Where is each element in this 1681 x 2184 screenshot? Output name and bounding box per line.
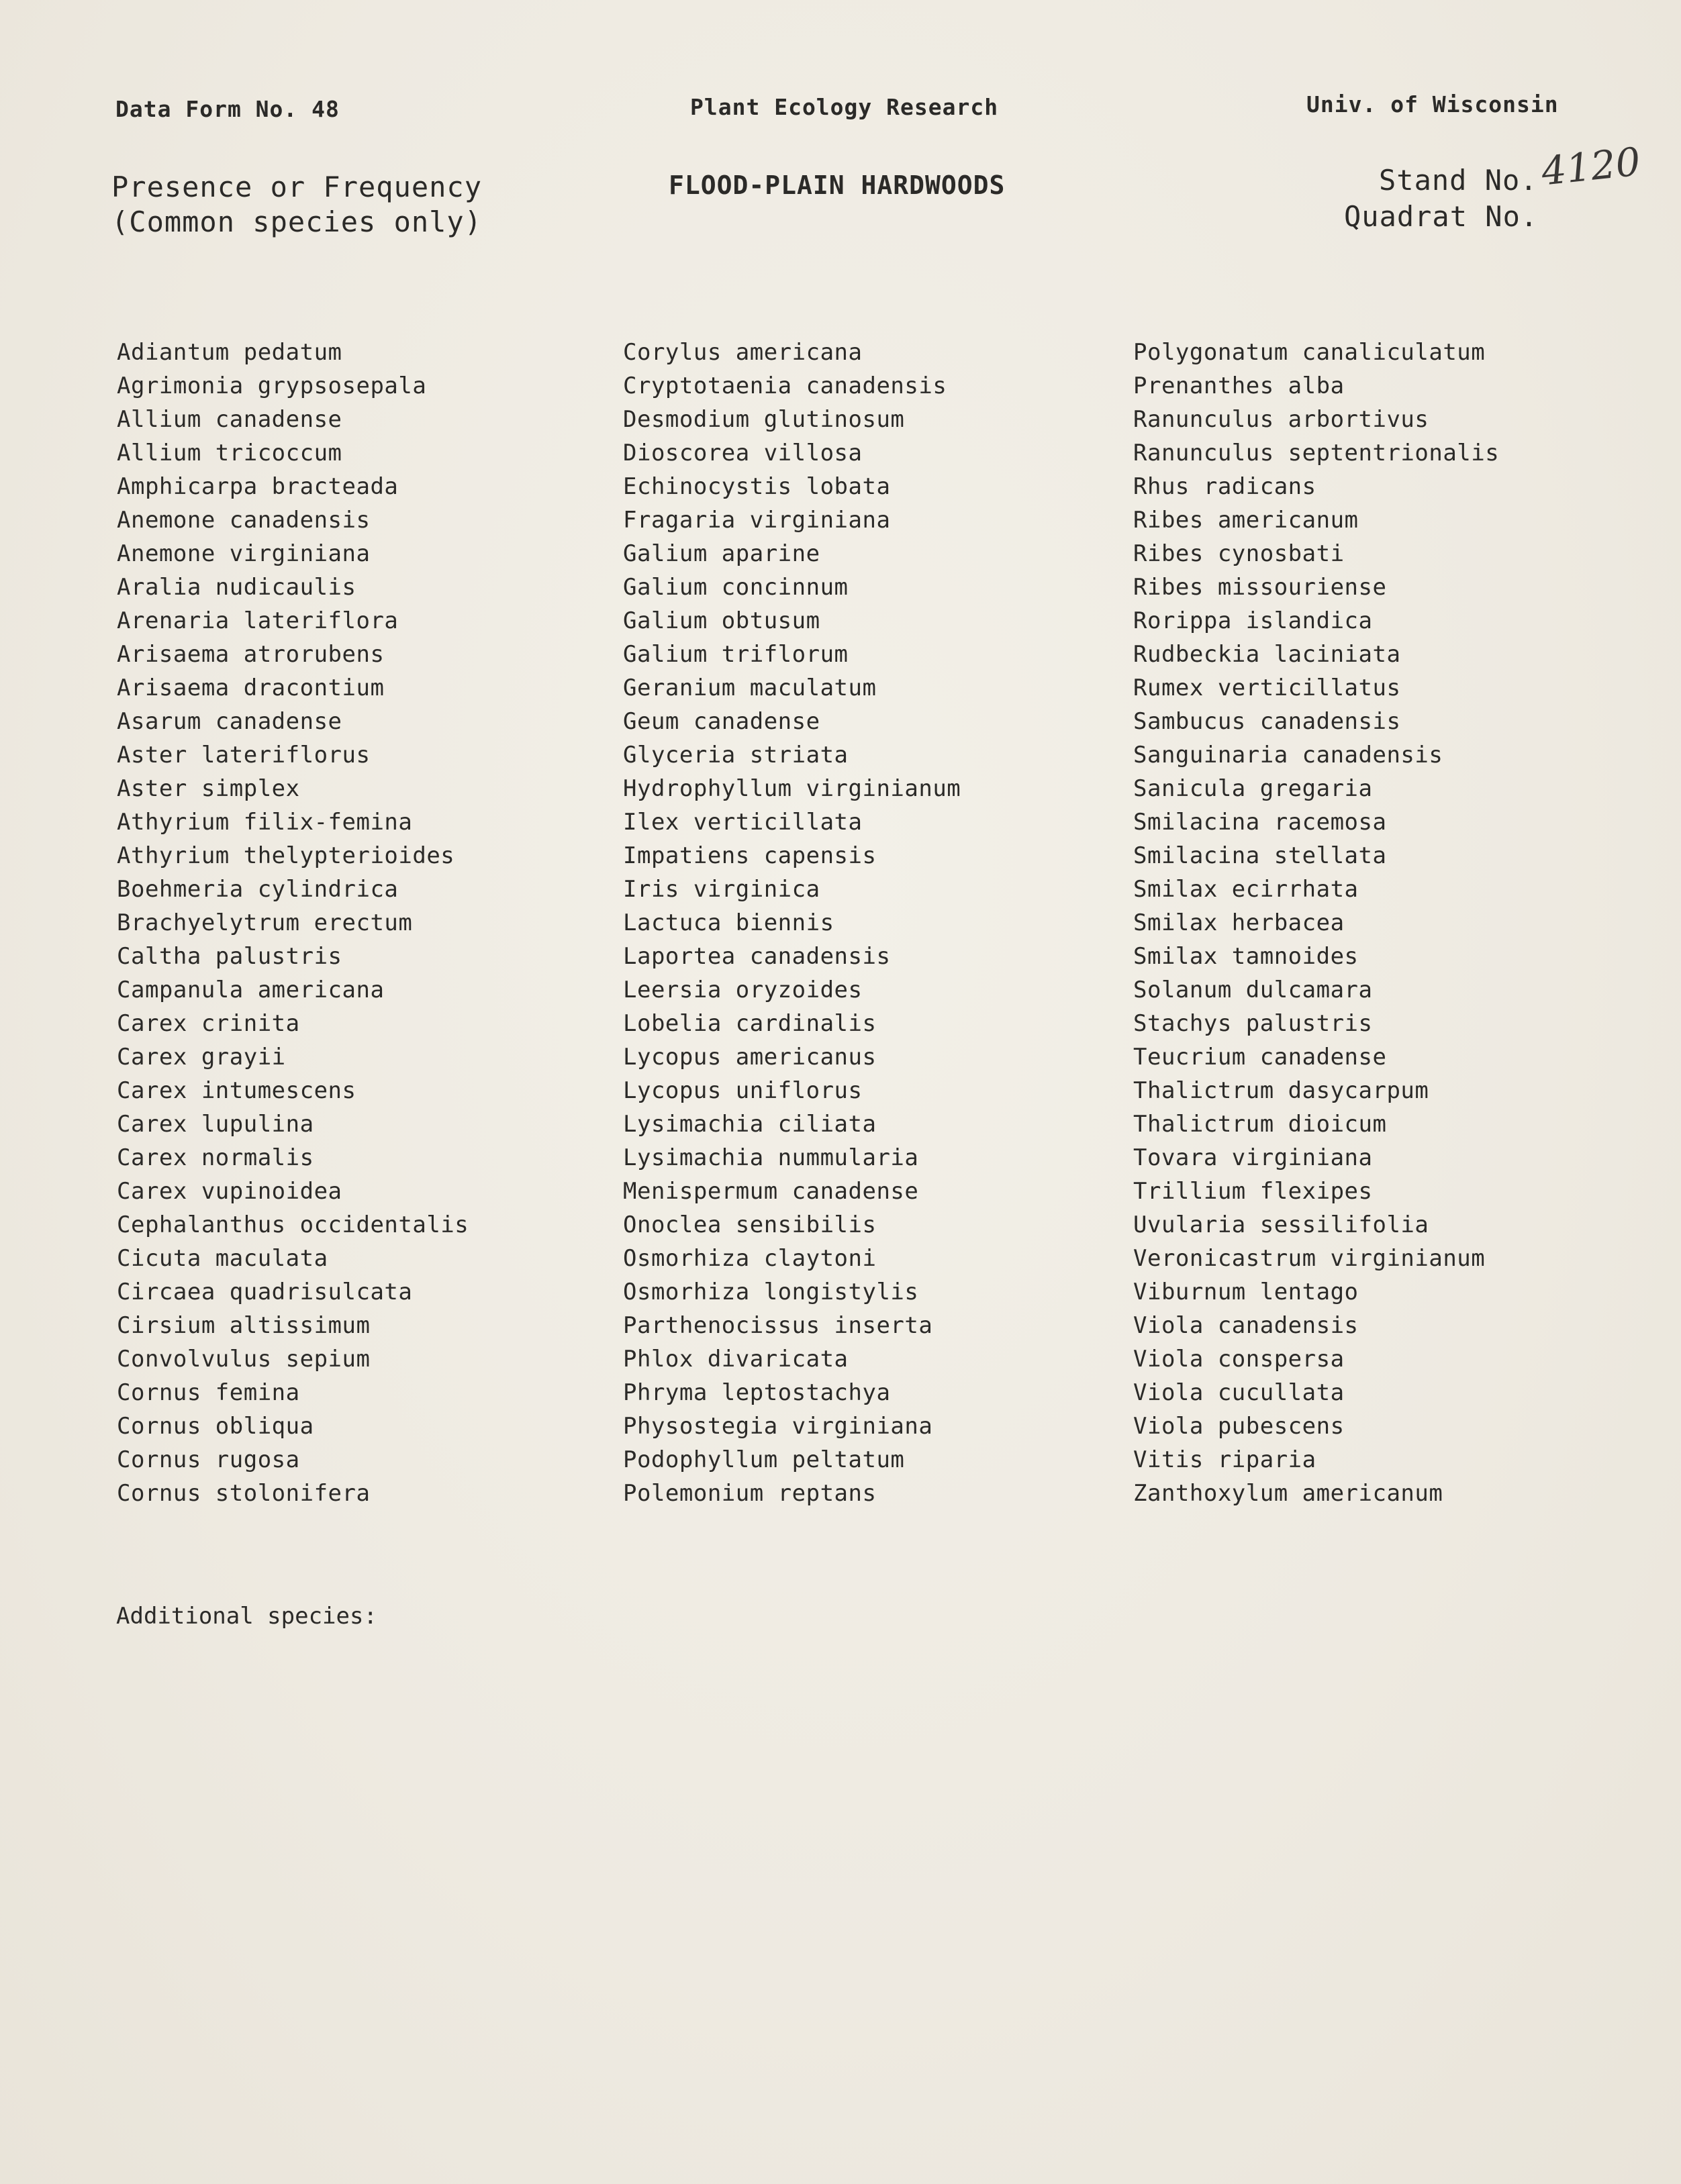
species-item: Ranunculus septentrionalis: [1133, 440, 1500, 466]
stand-number-value: 4120: [1539, 138, 1643, 195]
species-item: Cornus rugosa: [117, 1446, 300, 1473]
university-name: Univ. of Wisconsin: [1306, 91, 1559, 117]
species-item: Cornus stolonifera: [117, 1480, 371, 1507]
species-item: Convolvulus sepium: [117, 1346, 371, 1373]
species-item: Cryptotaenia canadensis: [623, 373, 947, 399]
species-item: Cicuta maculata: [117, 1245, 328, 1272]
presence-frequency-label: Presence or Frequency: [111, 170, 483, 203]
species-item: Tovara virginiana: [1133, 1144, 1373, 1171]
species-item: Athyrium filix-femina: [117, 809, 413, 836]
species-item: Glyceria striata: [623, 742, 849, 768]
organization-name: Plant Ecology Research: [690, 94, 999, 120]
species-item: Carex lupulina: [117, 1111, 314, 1138]
species-column-2: [623, 336, 961, 1510]
species-item: Carex normalis: [117, 1144, 314, 1171]
species-item: Fragaria virginiana: [623, 507, 891, 534]
additional-species-label: Additional species:: [116, 1603, 377, 1630]
species-item: Ribes missouriense: [1133, 574, 1387, 601]
species-item: Rudbeckia laciniata: [1133, 641, 1401, 668]
species-item: Dioscorea villosa: [623, 440, 863, 466]
species-item: Boehmeria cylindrica: [117, 876, 399, 903]
species-item: Arisaema dracontium: [117, 675, 385, 701]
species-item: Circaea quadrisulcata: [117, 1279, 413, 1305]
species-item: Geum canadense: [623, 708, 820, 735]
species-item: Agrimonia grypsosepala: [117, 373, 427, 399]
species-item: Carex intumescens: [117, 1077, 356, 1104]
species-item: Viola conspersa: [1133, 1346, 1345, 1373]
species-item: Rhus radicans: [1133, 473, 1316, 500]
species-item: Rumex verticillatus: [1133, 675, 1401, 701]
species-item: Polygonatum canaliculatum: [1133, 339, 1486, 366]
species-item: Impatiens capensis: [623, 842, 877, 869]
species-item: Thalictrum dioicum: [1133, 1111, 1387, 1138]
species-item: Galium aparine: [623, 540, 820, 567]
species-item: Corylus americana: [623, 339, 863, 366]
species-item: Zanthoxylum americanum: [1133, 1480, 1443, 1507]
species-item: Sanicula gregaria: [1133, 775, 1373, 802]
species-item: Ribes americanum: [1133, 507, 1359, 534]
species-item: Viburnum lentago: [1133, 1279, 1359, 1305]
species-item: Trillium flexipes: [1133, 1178, 1373, 1205]
species-item: Prenanthes alba: [1133, 373, 1345, 399]
species-item: Leersia oryzoides: [623, 977, 863, 1003]
species-item: Teucrium canadense: [1133, 1044, 1387, 1071]
common-species-note: (Common species only): [111, 205, 483, 238]
species-item: Lycopus uniflorus: [623, 1077, 863, 1104]
species-item: Campanula americana: [117, 977, 385, 1003]
species-item: Carex vupinoidea: [117, 1178, 342, 1205]
species-item: Cornus femina: [117, 1379, 300, 1406]
species-item: Phlox divaricata: [623, 1346, 849, 1373]
page-title: FLOOD-PLAIN HARDWOODS: [669, 170, 1006, 200]
species-item: Carex crinita: [117, 1010, 300, 1037]
species-item: Aster lateriflorus: [117, 742, 371, 768]
species-item: Viola canadensis: [1133, 1312, 1359, 1339]
species-item: Brachyelytrum erectum: [117, 909, 413, 936]
species-column-3: [1133, 336, 1499, 1510]
species-item: Podophyllum peltatum: [623, 1446, 905, 1473]
species-item: Athyrium thelypterioides: [117, 842, 455, 869]
species-item: Anemone virginiana: [117, 540, 371, 567]
species-item: Galium obtusum: [623, 607, 820, 634]
species-column-1: [117, 336, 469, 1510]
species-item: Aralia nudicaulis: [117, 574, 356, 601]
species-item: Solanum dulcamara: [1133, 977, 1373, 1003]
species-item: Lysimachia ciliata: [623, 1111, 877, 1138]
species-item: Carex grayii: [117, 1044, 286, 1071]
species-item: Vitis riparia: [1133, 1446, 1316, 1473]
species-item: Geranium maculatum: [623, 675, 877, 701]
species-item: Physostegia virginiana: [623, 1413, 933, 1440]
species-item: Smilacina stellata: [1133, 842, 1387, 869]
species-item: Galium triflorum: [623, 641, 849, 668]
species-item: Lysimachia nummularia: [623, 1144, 919, 1171]
quadrat-number-label: Quadrat No.: [1344, 200, 1539, 233]
form-number: Data Form No. 48: [115, 96, 340, 122]
species-item: Laportea canadensis: [623, 943, 891, 970]
species-item: Allium tricoccum: [117, 440, 342, 466]
stand-number-label: Stand No.: [1379, 164, 1538, 197]
species-item: Cornus obliqua: [117, 1413, 314, 1440]
species-item: Ribes cynosbati: [1133, 540, 1345, 567]
species-item: Galium concinnum: [623, 574, 849, 601]
species-item: Viola pubescens: [1133, 1413, 1345, 1440]
species-item: Desmodium glutinosum: [623, 406, 905, 433]
species-item: Allium canadense: [117, 406, 342, 433]
species-item: Osmorhiza longistylis: [623, 1279, 919, 1305]
species-item: Adiantum pedatum: [117, 339, 342, 366]
species-item: Rorippa islandica: [1133, 607, 1373, 634]
species-item: Asarum canadense: [117, 708, 342, 735]
species-item: Echinocystis lobata: [623, 473, 891, 500]
species-item: Veronicastrum virginianum: [1133, 1245, 1486, 1272]
species-item: Cirsium altissimum: [117, 1312, 371, 1339]
species-item: Ilex verticillata: [623, 809, 863, 836]
species-item: Caltha palustris: [117, 943, 342, 970]
species-item: Cephalanthus occidentalis: [117, 1211, 469, 1238]
species-item: Amphicarpa bracteada: [117, 473, 399, 500]
species-item: Viola cucullata: [1133, 1379, 1345, 1406]
species-item: Smilax tamnoides: [1133, 943, 1359, 970]
species-item: Smilacina racemosa: [1133, 809, 1387, 836]
species-item: Stachys palustris: [1133, 1010, 1373, 1037]
species-item: Smilax herbacea: [1133, 909, 1345, 936]
species-item: Thalictrum dasycarpum: [1133, 1077, 1429, 1104]
species-item: Ranunculus arbortivus: [1133, 406, 1429, 433]
species-item: Sanguinaria canadensis: [1133, 742, 1443, 768]
species-item: Onoclea sensibilis: [623, 1211, 877, 1238]
species-item: Lobelia cardinalis: [623, 1010, 877, 1037]
species-item: Phryma leptostachya: [623, 1379, 891, 1406]
species-item: Arenaria lateriflora: [117, 607, 399, 634]
species-item: Uvularia sessilifolia: [1133, 1211, 1429, 1238]
species-item: Sambucus canadensis: [1133, 708, 1401, 735]
species-item: Parthenocissus inserta: [623, 1312, 933, 1339]
species-item: Hydrophyllum virginianum: [623, 775, 961, 802]
species-item: Anemone canadensis: [117, 507, 371, 534]
species-item: Lycopus americanus: [623, 1044, 877, 1071]
species-item: Arisaema atrorubens: [117, 641, 385, 668]
species-item: Lactuca biennis: [623, 909, 834, 936]
species-item: Polemonium reptans: [623, 1480, 877, 1507]
species-item: Iris virginica: [623, 876, 820, 903]
species-item: Menispermum canadense: [623, 1178, 919, 1205]
species-item: Smilax ecirrhata: [1133, 876, 1359, 903]
species-item: Osmorhiza claytoni: [623, 1245, 877, 1272]
species-item: Aster simplex: [117, 775, 300, 802]
